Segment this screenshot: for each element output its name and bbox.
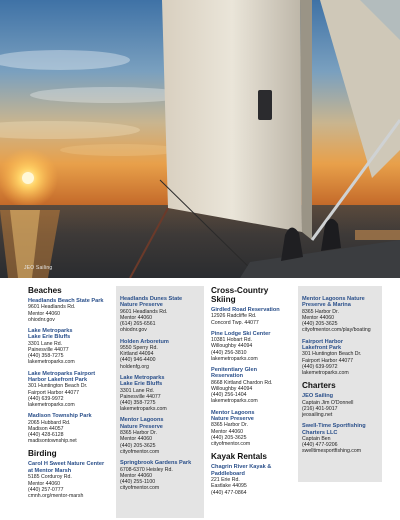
directory-entry — [211, 367, 293, 405]
entry-name: Mentor Lagoons — [211, 409, 255, 416]
entry-detail: 9550 Sperry Rd. — [120, 345, 158, 352]
entry-detail: 8668 Kirtland Chardon Rd. — [211, 379, 273, 386]
entry-detail: Eastlake 44095 — [211, 483, 247, 490]
entry-detail: (440) 639-9972 — [28, 395, 64, 402]
column-2 — [116, 286, 204, 518]
entry-detail: ohiodnr.gov — [28, 316, 55, 323]
entry-name: Fairport Harbor — [302, 338, 344, 345]
entry-detail: (440) 358-7275 — [28, 353, 64, 360]
entry-name: Pine Lodge Ski Center — [211, 330, 271, 337]
entry-name: Nature Preserve — [120, 302, 163, 309]
entry-detail: madisontownship.net — [28, 438, 77, 445]
entry-detail: lakemetroparks.com — [211, 398, 258, 405]
entry-detail: cityofmentor.com — [120, 485, 160, 492]
entry-name: Headlands Beach State Park — [28, 298, 104, 304]
entry-name: Holden Arboretum — [120, 338, 169, 345]
entry-name: Lake Erie Bluffs — [120, 381, 163, 388]
entry-detail: Mentor 44060 — [120, 472, 153, 479]
entry-detail: 8365 Harbor Dr. — [302, 308, 339, 315]
entry-detail: lakemetroparks.com — [302, 370, 349, 377]
directory-entry — [302, 423, 378, 454]
entry-detail: lakemetroparks.com — [211, 355, 258, 362]
photo-credit: JEO Sailing — [24, 265, 53, 271]
entry-name: Reservation — [211, 373, 244, 380]
entry-detail: holdenfg.org — [120, 363, 149, 370]
entry-name: Lake Metroparks Fairport — [28, 370, 96, 377]
entry-name: Carol H Sweet Nature Center — [28, 461, 105, 468]
entry-name: Charters LLC — [302, 429, 338, 436]
entry-name: Paddleboard — [211, 470, 245, 477]
entry-detail: Concord Twp. 44077 — [211, 319, 259, 326]
directory-columns — [24, 286, 384, 516]
entry-detail: (440) 428-6128 — [28, 432, 64, 439]
entry-name: Mentor Lagoons Nature — [302, 296, 365, 302]
directory-section — [302, 296, 378, 376]
entry-detail: ohiodnr.gov — [120, 327, 147, 334]
entry-detail: 2065 Hubbard Rd. — [28, 419, 71, 426]
directory-section — [28, 449, 110, 499]
entry-detail: (440) 946-4400 — [120, 357, 156, 364]
directory-section — [211, 452, 293, 495]
column-4 — [298, 286, 382, 482]
entry-name: Lake Metroparks — [28, 328, 73, 335]
entry-name: Nature Preserve — [211, 416, 254, 423]
directory-section — [211, 286, 293, 447]
entry-detail: cityofmentor.com — [211, 441, 251, 448]
entry-detail: lakemetroparks.com — [28, 402, 75, 409]
directory-entry — [211, 331, 293, 362]
entry-name: Lake Erie Bluffs — [28, 334, 71, 341]
entry-detail: 8365 Harbor Dr. — [211, 422, 248, 429]
directory-entry — [120, 375, 200, 413]
entry-detail: Mentor 44060 — [120, 436, 153, 443]
entry-detail: 9601 Headlands Rd. — [120, 308, 168, 315]
directory-entry — [302, 393, 378, 418]
directory-entry — [211, 410, 293, 448]
entry-name: Lake Metroparks — [120, 374, 165, 381]
entry-detail: 301 Huntington Beach Dr. — [28, 383, 88, 390]
entry-detail: 6708-6370 Heisley Rd. — [120, 466, 173, 473]
entry-name: Nature Preserve — [120, 423, 163, 430]
entry-detail: 5185 Corduroy Rd. — [28, 474, 72, 481]
entry-detail: 12926 Radcliffe Rd. — [211, 313, 257, 320]
entry-detail: lakemetroparks.com — [28, 359, 75, 366]
entry-detail: 221 Erie Rd. — [211, 477, 240, 484]
directory-entry — [28, 461, 110, 499]
entry-detail: (440) 639-9972 — [302, 363, 338, 370]
directory-entry — [302, 296, 378, 334]
section-heading: Charters — [302, 381, 336, 391]
entry-detail: (440) 205-3625 — [211, 434, 247, 441]
entry-detail: Mentor 44060 — [211, 428, 244, 435]
entry-detail: Madison 44057 — [28, 425, 64, 432]
entry-detail: (440) 256-1404 — [211, 392, 247, 399]
entry-name: Penitentiary Glen — [211, 367, 258, 374]
entry-detail: (440) 477-0864 — [211, 489, 247, 496]
entry-name: Springbrook Gardens Park — [120, 460, 192, 467]
entry-name: Harbor Lakefront Park — [28, 377, 88, 384]
entry-detail: 3301 Lane Rd. — [28, 340, 63, 347]
directory-entry — [120, 296, 200, 334]
entry-detail: (440) 255-1100 — [120, 478, 156, 485]
directory-entry — [28, 328, 110, 366]
directory-entry — [211, 307, 293, 326]
section-heading: Beaches — [28, 286, 62, 295]
entry-detail: Painesville 44077 — [28, 347, 69, 354]
directory-section — [120, 296, 200, 491]
entry-detail: Painesville 44077 — [120, 393, 161, 400]
entry-name: Madison Township Park — [28, 413, 92, 420]
entry-detail: 10381 Hobart Rd. — [211, 337, 252, 344]
entry-name: Girdled Road Reservation — [211, 307, 280, 313]
entry-detail: cmnh.org/mentor-marsh — [28, 492, 84, 499]
directory-entry — [120, 417, 200, 455]
directory-entry — [211, 464, 293, 495]
entry-detail: Mentor 44060 — [28, 480, 61, 487]
directory-entry — [120, 460, 200, 491]
entry-detail: (614) 265-6561 — [120, 321, 156, 328]
entry-detail: 8365 Harbor Dr. — [120, 430, 157, 437]
entry-detail: jeosailing.net — [302, 412, 333, 419]
directory-entry — [28, 298, 110, 323]
column-3 — [207, 286, 295, 516]
directory-entry — [302, 339, 378, 377]
entry-detail: 9601 Headlands Rd. — [28, 304, 76, 311]
entry-name: at Mentor Marsh — [28, 467, 72, 474]
entry-detail: cityofmentor.com — [120, 448, 160, 455]
entry-detail: (440) 256-3810 — [211, 349, 247, 356]
entry-detail: Mentor 44060 — [28, 310, 61, 317]
entry-detail: lakemetroparks.com — [120, 406, 167, 413]
entry-detail: (440) 257-0777 — [28, 486, 64, 493]
directory-entry — [28, 371, 110, 409]
entry-name: Headlands Dunes State — [120, 296, 183, 302]
entry-name: Preserve & Marina — [302, 302, 351, 309]
column-1 — [24, 286, 112, 516]
entry-name: Swell-Time Sportfishing — [302, 423, 366, 430]
entry-detail: Captain Jim O'Donnell — [302, 399, 354, 406]
entry-detail: Captain Ben — [302, 436, 331, 443]
entry-detail: Kirtland 44094 — [120, 351, 154, 358]
directory-entry — [120, 339, 200, 370]
section-heading: Kayak Rentals — [211, 452, 267, 462]
section-heading: Cross-Country Skiing — [211, 286, 269, 304]
directory-section — [28, 286, 110, 444]
directory-section — [302, 381, 378, 454]
entry-detail: Willoughby 44094 — [211, 386, 253, 393]
entry-detail: (216) 401-9017 — [302, 405, 338, 412]
entry-name: Lakefront Park — [302, 345, 342, 352]
entry-detail: cityofmentor.com/play/boating — [302, 327, 371, 334]
entry-detail: (440) 477-9206 — [302, 442, 338, 449]
entry-detail: Mentor 44060 — [302, 315, 335, 322]
entry-detail: Fairport Harbor 44077 — [302, 357, 354, 364]
entry-detail: Willoughby 44094 — [211, 343, 253, 350]
entry-detail: Fairport Harbor 44077 — [28, 389, 80, 396]
entry-name: JEO Sailing — [302, 393, 334, 400]
entry-detail: 301 Huntington Beach Dr. — [302, 351, 362, 358]
entry-name: Mentor Lagoons — [120, 417, 164, 424]
entry-detail: Mentor 44060 — [120, 315, 153, 322]
entry-detail: (440) 358-7275 — [120, 400, 156, 407]
directory-entry — [28, 413, 110, 444]
entry-detail: (440) 205-3625 — [120, 442, 156, 449]
entry-detail: 3301 Lane Rd. — [120, 387, 155, 394]
section-heading: Birding — [28, 449, 57, 459]
entry-name: Chagrin River Kayak & — [211, 464, 272, 471]
entry-detail: (440) 205-3625 — [302, 321, 338, 328]
entry-detail: swelltimesportfishing.com — [302, 448, 362, 455]
